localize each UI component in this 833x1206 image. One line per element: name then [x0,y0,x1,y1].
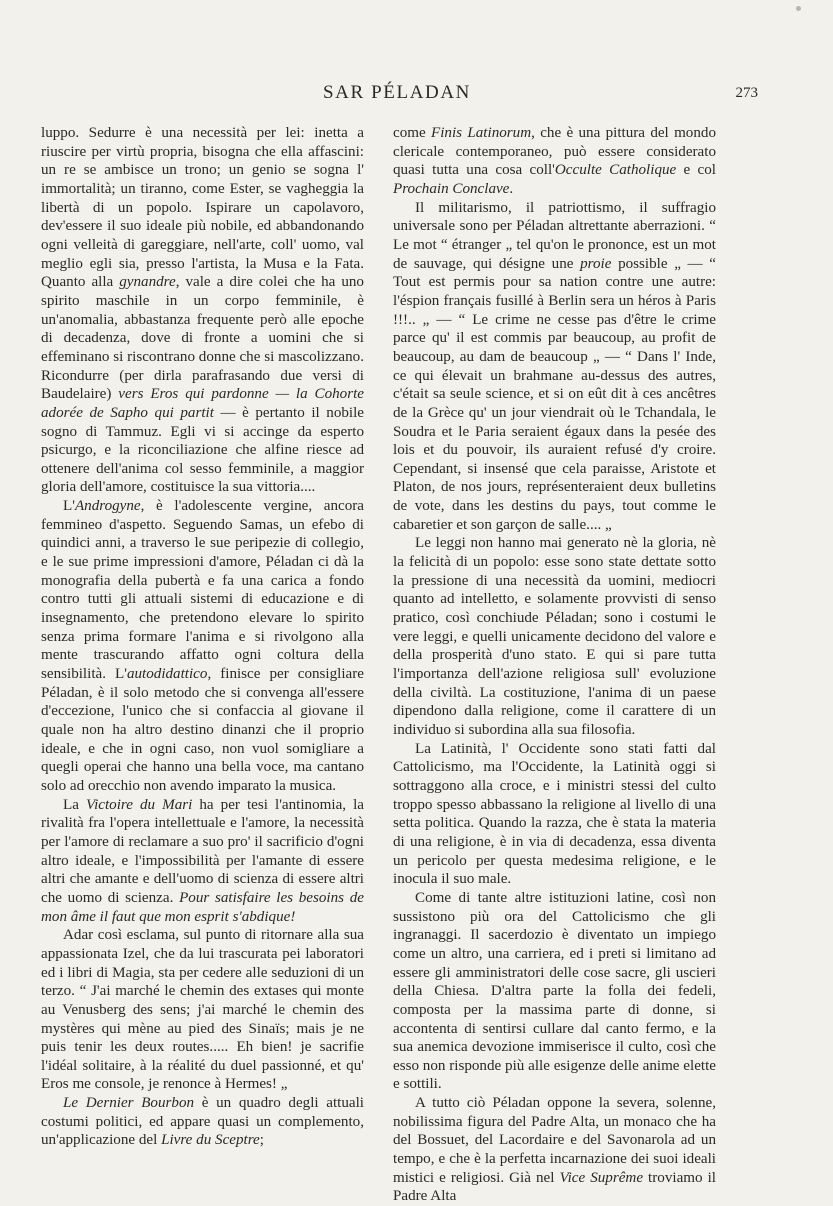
text-run: A tutto ciò Péladan oppone la severa, solenne, nobilissima figura del Padre Alta, un monaco che ha del Bossuet, del Lacordaire e del Savonarola ad un tempo, e che è la perfetta incarnazione dei suoi ideali mistici e religiosi. Già nel [393,1095,716,1186]
italic-title: Androgyne [74,498,141,515]
italic-title: Occulte Catholique [554,162,677,179]
text-run: ha per tesi l'antinomia, la rivalità fra l'opera intellettuale e l'amore, la necessità per l'amore di reclamare a suo pro' il sacrificio d'ogni altro ideale, e l'impossibilità per l'amante di essere altri che amante e dell'uomo di scienza di essere altri che uomo di scienza. [41,796,364,906]
paragraph [41,1094,364,1150]
paragraph [41,926,364,1094]
italic-title: vers Eros qui pardonne — la Cohorte adorée de Sapho qui partit [41,386,364,421]
paragraph [393,1094,716,1206]
italic-title: Le Dernier Bourbon [63,1095,195,1112]
page-header [36,82,758,108]
italic-title: proie [580,255,612,272]
paper-spot [796,6,801,11]
italic-title: gynandre [119,274,176,291]
text-run: , è l'adolescente vergine, ancora femmineo d'aspetto. Seguendo Samas, un efebo di quindici anni, a traverso le sue peripezie di collegio, e le sue prime impressioni d'amore, Péladan ci dà la monografia della pubertà e fa una carica a fondo contro tutti gli attuali sistemi di educazione e di insegnamento, che pretendono elevare lo spirito senza prima formare l'anima e si rivolgono alla mente trascurando affatto ogni coltura della sensibilità. L' [41,498,364,683]
text-run: L' [63,498,75,515]
paragraph [41,124,364,497]
text-run: Adar così esclama, sul punto di ritornare alla sua appassionata Izel, che da lui trascurata pei laboratori ed i libri di Magia, sta per cedere alle seduzioni di un terzo. “ J'ai marché le chemin des extases qui monte au Venusberg des sens; j'ai marché le chemin des mystères qui mène au pied des Sinaïs; mais je ne puis tenir les deux routes..... Eh bien! je sacrifie l'idéal solitaire, à la réalité du duel passionné, et qu' Eros me console, je renonce à Hermes! „ [41,927,364,1093]
paragraph [393,199,716,535]
text-run: — è pertanto il nobile sogno di Tammuz. Egli vi si accinge da esperto psicurgo, e la riconciliazione che alfine riesce ad ottenere dell'anima col sesso femminile, a maggior gloria dell'amore, costituisce la sua vittoria.... [41,404,365,496]
text-run: , finisce per consigliare Péladan, è il solo metodo che si convenga all'essere d'eccezione, l'unico che si confaccia al giovane il quale non ha altro destino dinanzi che il proprio ideale, e che in ogni caso, non vuol somigliare a quegli operai che hanno una bella voce, ma cantano solo ad orecchio non avendo imparato la musica. [41,666,364,794]
right-column [393,124,716,1206]
italic-title: Pour satisfaire les besoins de mon âme il faut que mon esprit s'abdique! [41,889,364,925]
running-title: SAR PÉLADAN [323,82,471,103]
italic-title: Victoire du Mari [85,796,193,813]
text-run: ; [259,1132,264,1149]
text-run: e col [676,162,716,179]
text-run: possible „ — “ Tout est permis pour sa nation contre une autre: l'éspion français fusillé à Berlin sera un héros à Paris !!!.. „ — “ Le crime ne cesse pas d'être le crime parce qu' il est commis par beaucoup, au profit de beaucoup, au dam de beaucoup „ — “ Dans l' Inde, ce qui élevait un brahmane au-dessus des autres, c'était sa seule science, et si on eût dit à ces ancêtres de la Grèce qu' un jour viendrait où le Tchandala, le Soudra et le Paria seraient égaux dans la pesée des lois et du pouvoir, ils auraient refusé d'y croire. Cependant, si insensé que cela paraisse, Aristote et Platon, de nos jours, représenteraient deux bulletins de vote, dans les destins du pays, tout comme le cabaretier et son garçon de salle.... „ [393,255,717,533]
text-run: Le leggi non hanno mai generato nè la gloria, nè la felicità di un popolo: esse sono state dettate sotto la pressione di una necessità da uomini, mediocri quanto ad intelletto, e solamente provvisti di senso pratico, così conchiude Péladan; sono i costumi le vere leggi, e quelli unicamente decidono del valore e della prosperità d'uno stato. E qui si pare tutta l'importanza dell'azione religiosa sull' evoluzione della civiltà. La costituzione, l'anima di un paese dipendono dalla religione, come il carattere di un individuo si subordina alla sua filosofia. [393,535,716,738]
italic-title: Livre du Sceptre [161,1132,260,1149]
text-run: luppo. Sedurre è una necessità per lei: inetta a riuscire per virtù propria, bisogna che ella affascini: un re se ambisce un trono; un genio se sogna l' immortalità; un tiranno, come Ester, se vagheggia la libertà di un popolo. Ispirare un capolavoro, dev'essere il suo ideale più nobile, ed abbandonando ogni velleità di gareggiare, nell'arte, coll' uomo, val meglio egli sia, presso l'artista, la Musa e la Fata. Quanto alla [41,125,364,291]
text-run: troviamo il Padre Alta [393,1169,716,1205]
italic-title: autodidattico [126,666,208,683]
text-run: . [509,180,514,197]
paragraph [393,534,716,739]
page-number: 273 [735,85,758,101]
paragraph [41,497,364,796]
italic-title: Finis Latinorum [431,125,532,141]
text-run: è un quadro degli attuali costumi politici, ed appare quasi un complemento, un'applicazione del [41,1095,364,1149]
paragraph [393,124,716,199]
paragraph [393,889,716,1094]
text-run: Come di tante altre istituzioni latine, così non sussistono più ora del Cattolicismo che gli ingranaggi. Il sacerdozio è diventato un impiego come un altro, una carriera, ed i preti si limitano ad essere gli amministratori delle cose sacre, gli uscieri della Chiesa. D'altra parte la folla dei fedeli, composta per la massima parte di donne, si accontenta di sentirsi cullare dal canto fermo, e la sua anemica devozione immiserisce il culto, così che esso non risponde più alle esigenze delle anime elette e sottili. [393,889,716,1093]
italic-title: Vice Suprême [559,1169,644,1186]
text-run: Il militarismo, il patriottismo, il suffragio universale sono per Péladan altrettante aberrazioni. “ Le mot “ étranger „ tel qu'on le prononce, est un mot de sauvage, qui désigne une [393,199,716,272]
text-run: , vale a dire colei che ha uno spirito maschile in un corpo femminile, è un'anomalia, abbastanza frequente però alle epoche di decadenza, dove di fronte a uomini che si effeminano si riscontrano donne che si mascolizzano. Ricondurre (per dirla parafrasando due versi di Baudelaire) [41,274,364,403]
text-run: La [63,796,86,813]
text-run: La Latinità, l' Occidente sono stati fatti dal Cattolicismo, ma l'Occidente, la Latinità oggi si sottraggono alla croce, e i ministri stessi del culto troppo spesso abbassano la religione al livello di una setta politica. Quando la razza, che è stata la materia di una religione, è in via di decadenza, essa diventa un pericolo per questa medesima religione, e le inocula il suo male. [393,740,716,888]
paragraph [41,796,364,927]
left-column [41,124,364,1150]
paragraph [393,740,716,889]
italic-title: Prochain Conclave [393,180,510,197]
text-run: come [393,125,432,141]
text-run: , che è una pittura del mondo clericale contemporaneo, può essere considerato quasi tutta una cosa coll' [393,125,716,179]
